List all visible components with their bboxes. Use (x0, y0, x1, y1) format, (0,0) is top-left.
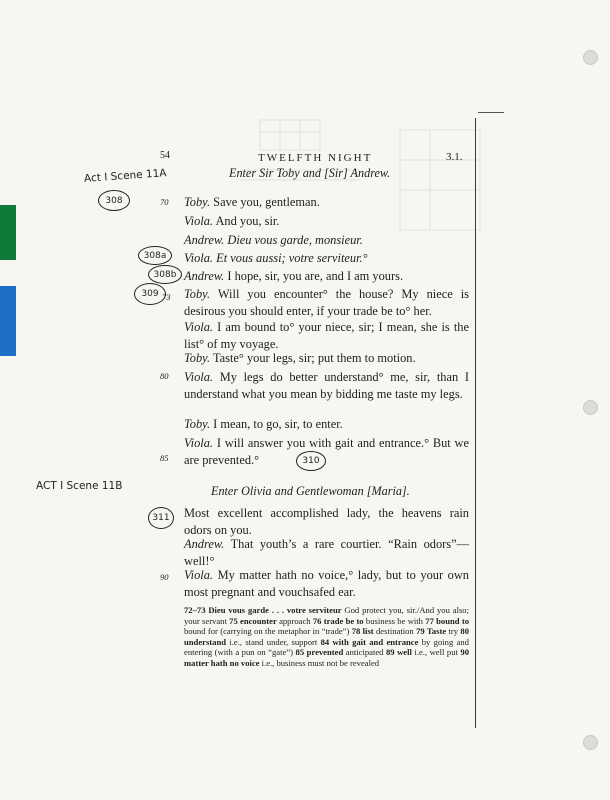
act-scene-number: 3.1. (446, 151, 463, 163)
binder-hole-middle (583, 400, 598, 415)
line-number-73: 73 (162, 292, 171, 302)
footnote-gloss: i.e., stand under, support (226, 636, 321, 647)
dialogue-line: Andrew. I hope, sir, you are, and I am yours. (184, 269, 404, 283)
dialogue-line: Viola. I am bound to° your niece, sir; I mean, she is the list° of my voyage. (184, 320, 469, 351)
footnote-term: 90 matter hath no voice (184, 647, 470, 668)
dialogue-line: Toby. Save you, gentleman. (184, 195, 320, 209)
dialogue-line: Toby. I mean, to go, sir, to enter. (184, 417, 343, 431)
footnote-term: 72–73 Dieu vous garde . . . votre serviteur (184, 605, 342, 615)
footnote-term: 79 Taste (416, 626, 447, 636)
footnote-gloss: approach (276, 615, 313, 626)
handwritten-scene-11a: Act I Scene 11A (83, 167, 167, 185)
footnote-term: 76 trade be to (312, 615, 364, 626)
cue-circle-310: 310 (296, 451, 326, 471)
footnote-term: 75 encounter (229, 615, 277, 626)
binder-hole-bottom (583, 735, 598, 750)
footnote-term: 77 bound to (425, 615, 469, 626)
stage-direction-enter-toby-andrew: Enter Sir Toby and [Sir] Andrew. (229, 166, 391, 180)
footnote-gloss: anticipated (343, 647, 386, 657)
line-number-70: 70 (160, 197, 169, 207)
cue-circle-311: 311 (148, 507, 174, 529)
footnote-gloss: business be with (363, 615, 426, 626)
right-margin-rule (475, 118, 476, 728)
footnote-gloss: destination (373, 626, 417, 636)
binder-hole-top (583, 50, 598, 65)
green-tab (0, 205, 16, 260)
dialogue-line: Andrew. Dieu vous garde, monsieur. (184, 233, 363, 247)
line-number-80: 80 (160, 371, 169, 381)
top-right-rule (478, 112, 504, 113)
footnote-term: 85 prevented (295, 647, 344, 657)
running-title: TWELFTH NIGHT (258, 152, 373, 164)
footnote-term: 78 list (351, 626, 374, 636)
footnote-gloss: by going and entering (with a pun on “gate”) (184, 636, 469, 657)
dialogue-line: Most excellent accomplished lady, the heavens rain odors on you. (184, 506, 469, 537)
line-number-85: 85 (160, 453, 169, 463)
cue-circle-308b: 308b (148, 265, 182, 284)
footnote-term: 80 understand (184, 626, 469, 647)
dialogue-line: Viola. Et vous aussi; votre serviteur.° (184, 251, 368, 265)
footnote-gloss: bound for (carrying on the metaphor in “trade”) (184, 626, 352, 636)
footnote-gloss: i.e., well put (411, 647, 461, 657)
dialogue-line: Toby. Taste° your legs, sir; put them to motion. (184, 351, 416, 365)
dialogue-line: Viola. My legs do better understand° me, sir, than I understand what you mean by bidding me taste my legs. (184, 370, 469, 401)
footnote-gloss: God protect you, sir./And you also; your servant (184, 605, 469, 626)
blue-tab (0, 286, 16, 356)
cue-circle-308: 308 (98, 190, 130, 211)
dialogue-line: Viola. My matter hath no voice,° lady, but to your own most pregnant and vouchsafed ear. (184, 568, 469, 599)
page-number: 54 (160, 150, 170, 161)
dialogue-line: Andrew. That youth’s a rare courtier. “Rain odors”—well!° (184, 537, 469, 568)
dialogue-line: Viola. I will answer you with gait and entrance.° But we are prevented.° (184, 436, 469, 467)
footnote-term: 89 well (385, 647, 412, 657)
handwritten-scene-11b: ACT I Scene 11B (36, 480, 123, 492)
line-number-90: 90 (160, 572, 169, 582)
footnote-term: 84 with gait and entrance (320, 636, 419, 647)
footnotes (184, 605, 469, 668)
footnote-gloss: i.e., business must not be revealed (259, 657, 380, 668)
cue-circle-308a: 308a (138, 246, 172, 265)
dialogue-line: Viola. And you, sir. (184, 214, 280, 228)
cue-circle-309: 309 (134, 283, 166, 305)
footnote-gloss: try (446, 626, 461, 636)
stage-direction-enter-olivia: Enter Olivia and Gentlewoman [Maria]. (211, 484, 410, 498)
dialogue-line: Toby. Will you encounter° the house? My niece is desirous you should enter, if your trade be to° her. (184, 287, 470, 318)
